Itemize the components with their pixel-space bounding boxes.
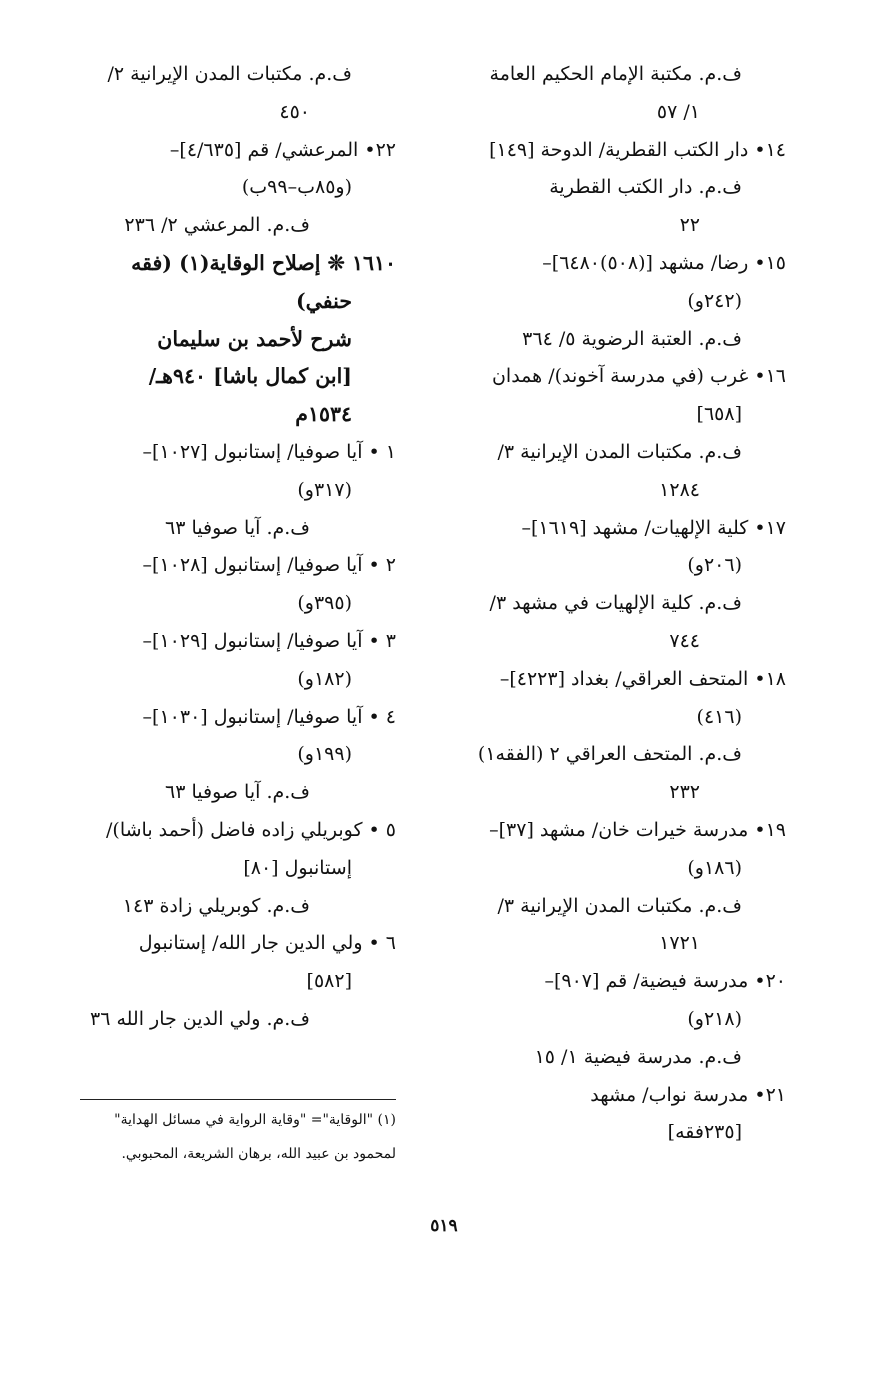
entry-line: (١٨٢و): [297, 667, 352, 690]
entry-line: ف.م. كلية الإلهيات في مشهد ٣/: [489, 592, 742, 615]
entry-line: إستانبول [٨٠]: [243, 856, 352, 879]
entry-line: ٢ • آيا صوفيا/ إستانبول [١٠٢٨]–: [142, 554, 396, 577]
entry-line: ١٥٣٤م: [295, 402, 352, 427]
entry-line: [٥٨٢]: [306, 970, 352, 993]
entry-line: ٢١• مدرسة نواب/ مشهد: [590, 1083, 786, 1106]
page-number: ٥١٩: [430, 1216, 458, 1236]
entry-line: ٢٢• المرعشي/ قم [٤/٦٣٥]–: [169, 138, 396, 161]
entry-line: ف.م. مدرسة فيضية ١/ ١٥: [534, 1045, 742, 1068]
entry-line: ف.م. المتحف العراقي ٢ (الفقه١): [477, 743, 742, 766]
entry-line: ١٦١٠ ❊ إصلاح الوقاية(١) (فقه: [131, 250, 396, 275]
entry-line: ٧٤٤: [669, 629, 700, 652]
entry-line: ٢٠• مدرسة فيضية/ قم [٩٠٧]–: [544, 970, 786, 993]
entry-line: ف.م. مكتبات المدن الإيرانية ٣/: [497, 894, 742, 917]
entry-line: ف.م. العتبة الرضوية ٥/ ٣٦٤: [522, 327, 742, 350]
entry-line: (٤١٦): [696, 705, 742, 728]
entry-line: ف.م. آيا صوفيا ٦٣: [165, 516, 310, 539]
entry-line: ٤٥٠: [279, 100, 310, 123]
entry-line: ١٢٨٤: [659, 478, 700, 501]
entry-line: ١٧٢١: [659, 932, 700, 955]
entry-line: شرح لأحمد بن سليمان: [157, 326, 352, 351]
entry-line: ف.م. كوبريلي زادة ١٤٣: [122, 894, 310, 917]
entry-line: (٢٤٢و): [687, 289, 742, 312]
entry-line: (١٩٩و): [297, 743, 352, 766]
entry-line: حنفي): [295, 288, 352, 313]
entry-line: ١٤• دار الكتب القطرية/ الدوحة [١٤٩]: [489, 138, 786, 161]
entry-line: [٦٥٨]: [696, 403, 742, 426]
entry-line: ف.م. دار الكتب القطرية: [549, 176, 742, 199]
entry-line: ف.م. ولي الدين جار الله ٣٦: [89, 1007, 310, 1030]
entry-line: [٢٣٥فقه]: [667, 1121, 742, 1144]
entry-line: ١٨• المتحف العراقي/ بغداد [٤٢٢٣]–: [499, 667, 786, 690]
left-column: [54, 56, 396, 1039]
entry-line: ف.م. المرعشي ٢/ ٢٣٦: [124, 214, 310, 237]
entry-line: ١٦• غرب (في مدرسة آخوند)/ همدان: [491, 365, 786, 388]
entry-line: ١/ ٥٧: [656, 100, 700, 123]
entry-line: ٥ • كوبريلي زاده فاضل (أحمد باشا)/: [106, 818, 396, 841]
footnote-separator: [80, 1099, 396, 1100]
entry-line: ١ • آيا صوفيا/ إستانبول [١٠٢٧]–: [142, 440, 396, 463]
entry-line: ١٧• كلية الإلهيات/ مشهد [١٦١٩]–: [521, 516, 786, 539]
right-column: [434, 56, 786, 1152]
entry-line: ١٩• مدرسة خيرات خان/ مشهد [٣٧]–: [489, 818, 786, 841]
entry-line: (٢٠٦و): [687, 554, 742, 577]
footnotes: [36, 1103, 396, 1171]
footnote-line: لمحمود بن عبيد الله، برهان الشريعة، المحبوبي.: [121, 1146, 396, 1162]
entry-line: ٢٣٢: [669, 781, 700, 804]
entry-line: (٣٩٥و): [297, 592, 352, 615]
entry-line: ف.م. آيا صوفيا ٦٣: [165, 781, 310, 804]
entry-line: (و٨٥ب–٩٩ب): [241, 176, 352, 199]
entry-line: [ابن كمال باشا] ٩٤٠هـ/: [148, 364, 352, 389]
entry-line: ف.م. مكتبة الإمام الحكيم العامة: [489, 63, 742, 85]
entry-line: ف.م. مكتبات المدن الإيرانية ٢/: [107, 63, 352, 85]
entry-line: ٢٢: [679, 214, 700, 237]
entry-line: ٤ • آيا صوفيا/ إستانبول [١٠٣٠]–: [142, 705, 396, 728]
entry-line: ف.م. مكتبات المدن الإيرانية ٣/: [497, 440, 742, 463]
entry-line: (١٨٦و): [687, 856, 742, 879]
entry-line: (٢١٨و): [687, 1007, 742, 1030]
entry-line: ١٥• رضا/ مشهد [(٥٠٨)٦٤٨٠]–: [542, 251, 786, 274]
footnote-line: (١) "الوقاية"= "وقاية الرواية في مسائل الهداية": [114, 1112, 396, 1128]
entry-line: ٣ • آيا صوفيا/ إستانبول [١٠٢٩]–: [142, 629, 396, 652]
entry-line: ٦ • ولي الدين جار الله/ إستانبول: [138, 932, 396, 955]
entry-line: (٣١٧و): [297, 478, 352, 501]
